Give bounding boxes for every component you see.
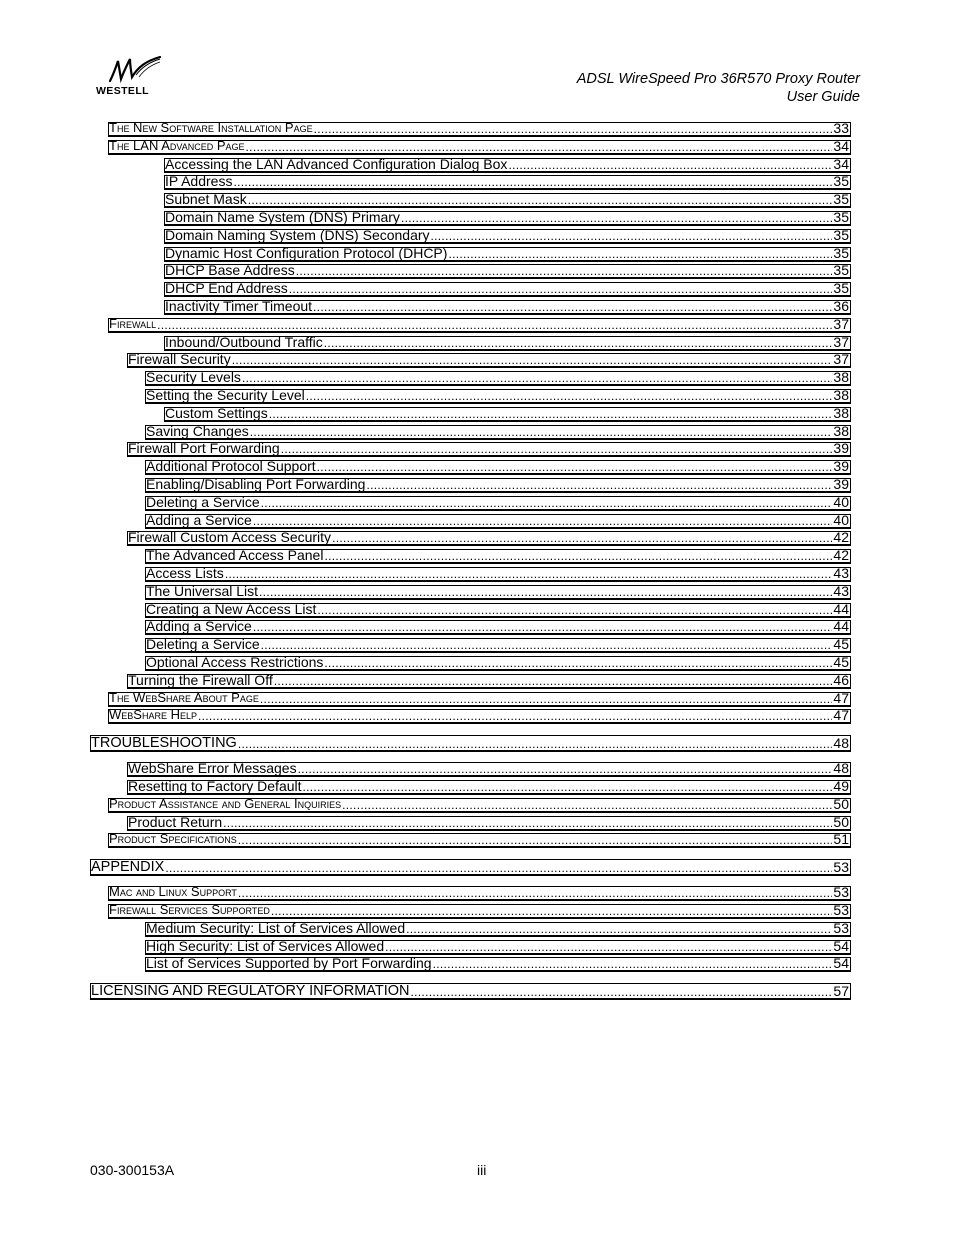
toc-entry[interactable]	[90, 983, 851, 1000]
toc-leader-dots	[233, 176, 832, 188]
toc-leader-dots	[225, 568, 833, 580]
toc-entry[interactable]	[164, 407, 851, 422]
toc-entry-title: Turning the Firewall Off	[128, 673, 273, 688]
toc-entry-page: 39	[833, 442, 849, 457]
toc-entry[interactable]	[145, 371, 851, 386]
toc-leader-dots	[296, 265, 833, 277]
toc-entry-page: 42	[833, 549, 849, 564]
toc-entry-page: 50	[833, 815, 849, 830]
toc-entry[interactable]	[108, 886, 851, 901]
toc-leader-dots	[385, 941, 832, 953]
toc-entry-page: 35	[833, 264, 849, 279]
toc-leader-dots	[223, 817, 832, 829]
toc-entry-title: Adding a Service	[146, 620, 252, 635]
toc-entry-page: 34	[833, 157, 849, 172]
toc-entry-title: Product Assistance and General Inquiries	[109, 797, 342, 811]
toc-entry[interactable]	[127, 531, 851, 546]
toc-entry[interactable]	[127, 816, 851, 831]
toc-entry-title: IP Address	[165, 175, 233, 190]
toc-entry-title: Firewall Custom Access Security	[128, 531, 332, 546]
toc-entry[interactable]	[108, 709, 851, 724]
toc-entry-title: Enabling/Disabling Port Forwarding	[146, 478, 366, 492]
page-number: iii	[477, 1162, 487, 1178]
toc-entry-title: Accessing the LAN Advanced Configuration Dialog Box	[165, 157, 508, 172]
toc-leader-dots	[259, 586, 832, 598]
toc-entry-title: DHCP Base Address	[165, 264, 295, 279]
toc-leader-dots	[242, 372, 832, 384]
toc-leader-dots	[248, 194, 833, 206]
toc-entry-page: 35	[833, 228, 849, 243]
toc-entry[interactable]	[90, 859, 851, 876]
toc-entry[interactable]	[164, 158, 851, 173]
toc-entry[interactable]	[164, 300, 851, 315]
toc-entry-title: Access Lists	[146, 567, 224, 581]
toc-leader-dots	[317, 604, 832, 616]
toc-entry-page: 37	[833, 335, 849, 350]
toc-leader-dots	[508, 159, 832, 171]
toc-entry-page: 35	[833, 211, 849, 225]
toc-entry-page: 42	[833, 531, 849, 546]
toc-entry-title: Firewall Security	[128, 353, 231, 368]
toc-leader-dots	[298, 763, 833, 775]
toc-entry-title: APPENDIX	[91, 859, 165, 876]
toc-leader-dots	[324, 337, 833, 349]
toc-entry-title: The Universal List	[146, 584, 259, 599]
toc-entry-title: Firewall Port Forwarding	[128, 442, 280, 457]
toc-entry-page: 34	[833, 139, 849, 154]
toc-entry[interactable]	[108, 798, 851, 813]
toc-leader-dots	[238, 738, 833, 750]
toc-entry-title: Security Levels	[146, 371, 241, 386]
toc-leader-dots	[303, 781, 833, 793]
toc-entry-title: Custom Settings	[165, 406, 268, 421]
toc-leader-dots	[157, 319, 832, 331]
toc-entry-page: 48	[833, 735, 849, 752]
toc-entry[interactable]	[145, 940, 851, 955]
toc-leader-dots	[246, 141, 833, 153]
toc-leader-dots	[198, 710, 832, 722]
toc-entry-page: 53	[833, 904, 849, 918]
toc-entry-page: 38	[833, 389, 849, 403]
toc-entry-page: 37	[833, 353, 849, 368]
toc-entry[interactable]	[108, 140, 851, 155]
toc-entry-page: 33	[833, 122, 849, 136]
toc-entry-title: Mac and Linux Support	[109, 886, 237, 900]
toc-entry[interactable]	[164, 193, 851, 208]
toc-leader-dots	[250, 426, 833, 438]
toc-entry[interactable]	[145, 957, 851, 972]
toc-entry-title: Saving Changes	[146, 424, 249, 439]
document-number: 030-300153A	[90, 1162, 175, 1178]
toc-entry-page: 53	[833, 886, 849, 901]
toc-entry-title: Additional Protocol Support	[146, 460, 316, 475]
toc-entry-title: Setting the Security Level	[146, 389, 305, 403]
toc-entry-page: 53	[833, 921, 849, 936]
toc-entry[interactable]	[164, 229, 851, 244]
toc-entry-page: 51	[833, 833, 849, 848]
toc-entry-page: 45	[833, 638, 849, 653]
toc-leader-dots	[332, 532, 832, 544]
toc-leader-dots	[260, 693, 833, 705]
toc-entry[interactable]	[145, 549, 851, 564]
toc-leader-dots	[313, 301, 832, 313]
toc-entry-title: List of Services Supported by Port Forwarding	[146, 957, 432, 972]
toc-entry-page: 45	[833, 656, 849, 670]
toc-entry-title: Domain Naming System (DNS) Secondary	[165, 228, 430, 243]
toc-entry-title: High Security: List of Services Allowed	[146, 939, 385, 954]
toc-entry-page: 43	[833, 567, 849, 581]
toc-entry[interactable]	[145, 460, 851, 475]
toc-entry-page: 48	[833, 762, 849, 777]
toc-entry-title: Inactivity Timer Timeout	[165, 300, 313, 314]
toc-entry-page: 35	[833, 193, 849, 208]
toc-entry[interactable]	[145, 922, 851, 937]
toc-entry-title: WebShare Error Messages	[128, 762, 297, 777]
toc-leader-dots	[238, 887, 833, 899]
toc-entry-page: 35	[833, 282, 849, 297]
toc-entry-title: Deleting a Service	[146, 638, 260, 653]
toc-leader-dots	[433, 958, 833, 970]
toc-leader-dots	[314, 123, 833, 135]
toc-entry-page: 57	[833, 983, 849, 1000]
toc-entry-page: 47	[833, 691, 849, 706]
toc-leader-dots	[406, 923, 832, 935]
toc-entry[interactable]	[127, 674, 851, 689]
toc-entry[interactable]	[145, 620, 851, 635]
toc-entry[interactable]	[127, 762, 851, 777]
toc-entry-title: Medium Security: List of Services Allowed	[146, 921, 406, 936]
toc-entry[interactable]	[127, 442, 851, 457]
toc-entry-page: 38	[833, 371, 849, 386]
toc-entry-page: 54	[833, 939, 849, 954]
toc-leader-dots	[165, 862, 832, 874]
toc-entry-title: Domain Name System (DNS) Primary	[165, 211, 400, 225]
toc-entry-page: 35	[833, 175, 849, 190]
toc-entry[interactable]	[108, 904, 851, 919]
toc-entry[interactable]	[108, 833, 851, 848]
toc-entry-page: 44	[833, 602, 849, 617]
toc-entry-page: 36	[833, 300, 849, 314]
toc-entry[interactable]	[164, 247, 851, 262]
toc-entry[interactable]	[145, 603, 851, 618]
toc-entry[interactable]	[145, 389, 851, 404]
toc-entry-title: The Advanced Access Panel	[146, 549, 324, 564]
toc-leader-dots	[324, 657, 832, 669]
toc-leader-dots	[289, 283, 833, 295]
toc-leader-dots	[253, 515, 833, 527]
toc-entry[interactable]	[145, 425, 851, 440]
toc-entry[interactable]	[108, 692, 851, 707]
toc-leader-dots	[238, 834, 833, 846]
toc-entry-page: 37	[833, 317, 849, 332]
toc-entry-page: 44	[833, 620, 849, 635]
toc-entry[interactable]	[145, 638, 851, 653]
toc-entry[interactable]	[127, 780, 851, 795]
toc-entry[interactable]	[164, 175, 851, 190]
toc-entry[interactable]	[145, 478, 851, 493]
toc-entry-page: 47	[833, 709, 849, 724]
toc-entry-title: Firewall	[109, 317, 157, 331]
toc-leader-dots	[274, 675, 833, 687]
toc-leader-dots	[366, 479, 832, 491]
toc-entry-title: Adding a Service	[146, 513, 252, 528]
toc-leader-dots	[271, 905, 833, 917]
toc-entry[interactable]	[108, 318, 851, 333]
toc-leader-dots	[431, 230, 833, 242]
toc-entry[interactable]	[108, 122, 851, 137]
toc-entry[interactable]	[145, 514, 851, 529]
toc-entry-title: The WebShare About Page	[109, 691, 259, 705]
toc-leader-dots	[269, 408, 833, 420]
toc-entry-title: LICENSING AND REGULATORY INFORMATION	[91, 983, 410, 1000]
toc-entry[interactable]	[164, 264, 851, 279]
toc-entry-page: 50	[833, 797, 849, 812]
toc-entry-title: Product Return	[128, 815, 223, 830]
toc-entry-page: 54	[833, 957, 849, 972]
toc-entry-title: Resetting to Factory Default	[128, 780, 302, 794]
toc-entry-title: Creating a New Access List	[146, 602, 317, 617]
toc-entry-title: Dynamic Host Configuration Protocol (DHCP)	[165, 246, 448, 261]
toc-entry-title: Inbound/Outbound Traffic	[165, 335, 323, 350]
toc-leader-dots	[317, 461, 833, 473]
toc-entry[interactable]	[145, 567, 851, 582]
toc-leader-dots	[448, 248, 832, 260]
toc-entry-title: The LAN Advanced Page	[109, 139, 245, 153]
toc-entry-page: 49	[833, 780, 849, 794]
toc-entry[interactable]	[164, 282, 851, 297]
header-subtitle: User Guide	[786, 89, 860, 105]
toc-entry[interactable]	[90, 735, 851, 752]
toc-entry-page: 53	[833, 859, 849, 876]
toc-entry[interactable]	[164, 336, 851, 351]
toc-leader-dots	[261, 639, 833, 651]
toc-entry[interactable]	[127, 353, 851, 368]
toc-entry-title: Firewall Services Supported	[109, 904, 270, 917]
toc-entry-title: DHCP End Address	[165, 282, 288, 297]
toc-leader-dots	[253, 621, 833, 633]
toc-entry[interactable]	[145, 496, 851, 511]
header-title: ADSL WireSpeed Pro 36R570 Proxy Router	[576, 71, 860, 87]
toc-entry-page: 38	[833, 406, 849, 421]
toc-entry[interactable]	[145, 656, 851, 671]
toc-entry-title: Optional Access Restrictions	[146, 656, 324, 670]
toc-entry[interactable]	[145, 585, 851, 600]
toc-leader-dots	[306, 390, 833, 402]
logo-text: WESTELL	[96, 85, 149, 97]
toc-entry-page: 40	[833, 513, 849, 528]
toc-entry-page: 35	[833, 246, 849, 261]
toc-leader-dots	[342, 799, 832, 811]
toc-entry-page: 38	[833, 424, 849, 439]
toc-entry-title: TROUBLESHOOTING	[91, 735, 237, 752]
toc-leader-dots	[281, 443, 833, 455]
toc-entry-title: Deleting a Service	[146, 495, 260, 510]
toc-entry-page: 46	[833, 673, 849, 688]
toc-leader-dots	[401, 212, 832, 224]
toc-entry-title: The New Software Installation Page	[109, 122, 313, 135]
toc-entry-page: 39	[833, 460, 849, 475]
toc-entry-title: Subnet Mask	[165, 193, 247, 208]
toc-entry-page: 39	[833, 478, 849, 492]
toc-leader-dots	[411, 986, 833, 998]
toc-leader-dots	[232, 354, 833, 366]
toc-entry-title: Product Specifications	[109, 833, 237, 847]
toc-leader-dots	[324, 550, 832, 562]
toc-entry-page: 40	[833, 495, 849, 510]
toc-entry-page: 43	[833, 584, 849, 599]
toc-leader-dots	[261, 497, 833, 509]
toc-entry[interactable]	[164, 211, 851, 226]
toc-entry-title: WebShare Help	[109, 709, 197, 723]
